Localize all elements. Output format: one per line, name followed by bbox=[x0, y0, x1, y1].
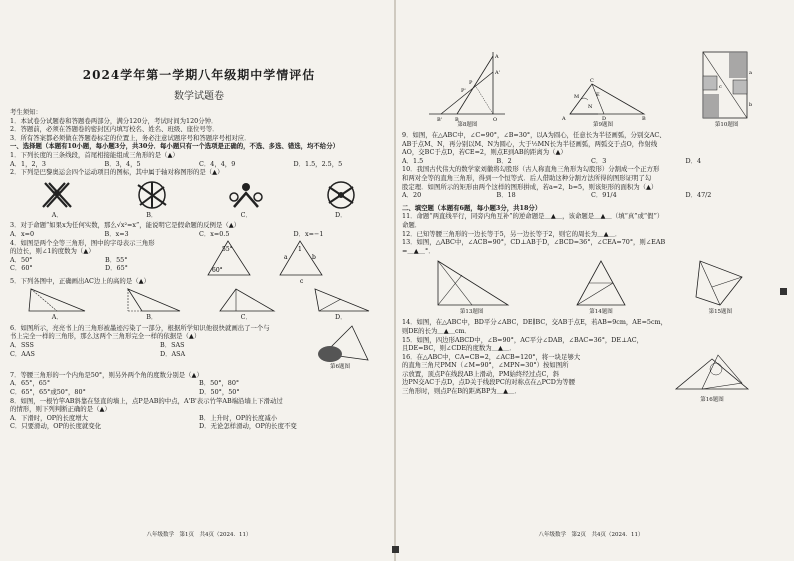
option-c-figure: C． bbox=[226, 179, 266, 220]
option-b: B．2 bbox=[496, 156, 512, 165]
side-label: a bbox=[748, 70, 752, 76]
side-label: c bbox=[718, 84, 722, 90]
option-a: A．1.5 bbox=[402, 156, 424, 165]
option-a-figure: A． bbox=[37, 179, 77, 220]
option-b: B．50°，80° bbox=[199, 379, 240, 388]
scan-mark bbox=[392, 546, 399, 553]
question-6-block bbox=[10, 324, 388, 371]
right-page bbox=[402, 14, 780, 546]
triangle-figure bbox=[311, 287, 371, 313]
option-d: D．47/2 bbox=[685, 191, 712, 200]
question-16-line-2: 的直角三角尺PMN（∠M=90°，∠MPN=30°）按如图所 bbox=[402, 361, 569, 370]
question-12: 12．已知等腰三角形的一边长等于5，另一边长等于2，则它的周长为＿▲＿． bbox=[402, 229, 622, 238]
question-6-figure bbox=[310, 324, 370, 364]
figure-caption: 第13题图 bbox=[459, 309, 484, 316]
question-16-line-5: 三角形时，则点P在B的距离BP为＿▲＿． bbox=[402, 387, 521, 396]
question-9-figure bbox=[558, 78, 648, 122]
olympic-pictogram-icon bbox=[37, 179, 77, 211]
point-label: M bbox=[573, 94, 580, 100]
point-label: O bbox=[493, 117, 498, 123]
question-16-figure bbox=[672, 353, 752, 397]
option-a: A．下滑时，OP的长度增大 bbox=[10, 413, 89, 422]
side-label: b bbox=[748, 102, 752, 108]
option-b: B．SAS bbox=[160, 340, 185, 349]
point-label: B bbox=[641, 116, 646, 122]
question-9-line-1: 9．如图，在△ABC中，∠C=90°，∠B=30°，以A为圆心，任意长为半径画弧，分别交AC、 bbox=[402, 131, 666, 139]
question-16-line-4: 边PN交AC于点D，点D关于线段PC的对称点在△PCD为等腰 bbox=[402, 378, 576, 387]
question-8-line-1: 8．如图，一根竹竿AB斜靠在竖直的墙上，点P是AB的中点，A'B'表示竹竿AB端沿墙上下滑动过 bbox=[10, 396, 283, 405]
question-4-line-1: 4．如图是两个全等三角形，图中的字母表示三角形 bbox=[10, 238, 155, 247]
question-3-options bbox=[10, 230, 388, 239]
question-9-line-3: AO，交BC于点D，若CE=2，则点E到AB的距离为（▲） bbox=[402, 148, 567, 157]
question-13-line-2: =＿▲＿°． bbox=[402, 246, 435, 255]
triangle-figure bbox=[27, 287, 87, 313]
option-c: C．91/4 bbox=[591, 191, 617, 200]
option-d: D．无论怎样滑动，OP的长度不变 bbox=[199, 422, 297, 431]
olympic-pictogram-icon bbox=[321, 179, 361, 211]
question-16-line-1: 16．在△ABC中，CA=CB=2，∠ACB=120°，将一块足够大 bbox=[402, 352, 581, 361]
question-14-line-1: 14．如图，在△ABC中，BD平分∠ABC，DE∥BC，交AB于点E，若AB=9cm，AE=5cm， bbox=[402, 318, 668, 327]
question-7: 7．等腰三角形的一个内角是50°，则另外两个角的度数分别是（▲） bbox=[10, 370, 203, 379]
point-label: D bbox=[601, 116, 606, 122]
section-2-heading: 二、填空题（本题有6题，每小题3分，共18分） bbox=[402, 203, 542, 212]
option-d: D．50°，50° bbox=[199, 387, 240, 396]
side-label: b bbox=[312, 253, 316, 261]
figure-caption: 第16题图 bbox=[700, 396, 724, 403]
exam-title: 2024学年第一学期八年级期中学情评估 bbox=[82, 68, 316, 82]
figure-caption: 第8题图 bbox=[457, 122, 478, 128]
question-1: 1．下列长度的三条线段，首尾相接能组成三角形的是（▲） bbox=[10, 150, 179, 159]
notice-1: 1．本试卷分试题卷和答题卷两部分，满分120分，考试时间为120分钟． bbox=[10, 116, 218, 125]
question-8-figure bbox=[427, 50, 507, 122]
option-b: B．55° bbox=[105, 255, 128, 264]
question-11-line-2: 命题． bbox=[402, 220, 422, 229]
question-4-figure bbox=[200, 239, 340, 285]
question-13-line-1: 13．如图，△ABC中，∠ACB=90°，CD⊥AB于D，∠BCD=36°，∠CEA=70°，则∠EAB bbox=[402, 238, 666, 247]
notice-2: 2．答题前，必须在答题卷的密封区内填写校名、姓名、班级、座位号等． bbox=[10, 125, 219, 134]
exam-subtitle: 数学试题卷 bbox=[174, 91, 224, 102]
option-c: C．x=0.5 bbox=[199, 229, 230, 238]
question-10-figure bbox=[699, 50, 755, 122]
question-15-line-2: 且DE=BC，则∠CDE的度数为＿▲＿． bbox=[402, 344, 516, 353]
question-16-line-3: 示放置，顶点P在线段AB上滑动，PM始终经过点C，斜 bbox=[402, 369, 560, 378]
option-d-figure: D． bbox=[321, 179, 361, 220]
question-6-line-1: 6．如图所示，亮亮书上的三角形被墨迹污染了一部分，根据所学知识他很快就画出了一个与 bbox=[10, 323, 270, 332]
page-footer: 八年级数学 第1页 共4页（2024．11） bbox=[146, 532, 252, 538]
question-10-line-3: 股定理．如图所示的矩形由两个这样的图形拼成，若a=2，b=5，则该矩形的面积为（▲） bbox=[402, 182, 658, 191]
question-8-line-2: 的情形，则下列判断正确的是（▲） bbox=[10, 405, 111, 414]
figure-caption: 第10题图 bbox=[714, 122, 739, 128]
question-11-line-1: 11．命题“两直线平行，同旁内角互补”的逆命题是＿▲＿，该命题是＿▲＿（填“真”或“假”） bbox=[402, 212, 664, 221]
option-c: C．AAS bbox=[10, 349, 35, 358]
point-label: P bbox=[469, 80, 473, 86]
point-label: P' bbox=[461, 88, 467, 94]
option-c: C．65°，65°或50°，80° bbox=[10, 387, 86, 396]
figure-caption: 第9题图 bbox=[592, 122, 613, 128]
question-10-options bbox=[402, 191, 780, 200]
option-a: A．1，2，3 bbox=[10, 159, 46, 168]
question-9-line-2: AB于点M、N，再分别以M、N为圆心，大于½MN长为半径画弧，两弧交于点O，作射线 bbox=[402, 139, 658, 148]
triangle-figure bbox=[122, 287, 182, 313]
option-a: A．50° bbox=[10, 255, 33, 264]
question-14-line-2: 则DE的长为＿▲＿cm． bbox=[402, 326, 472, 335]
point-label: A' bbox=[495, 70, 501, 76]
option-b-figure: B． bbox=[132, 179, 172, 220]
option-a: A．65°，65° bbox=[10, 379, 51, 388]
option-d: D．1.5，2.5，5 bbox=[293, 159, 343, 168]
option-c: C．只要滑动，OP的长度就变化 bbox=[10, 422, 102, 431]
option-c: C．60° bbox=[10, 264, 33, 273]
scan-mark bbox=[780, 288, 787, 295]
question-2-icons bbox=[10, 179, 388, 220]
point-label: N bbox=[587, 104, 593, 110]
figures-13-14-15 bbox=[402, 257, 780, 316]
option-a: A．x=0 bbox=[10, 229, 35, 238]
option-a: A．SSS bbox=[10, 340, 34, 349]
question-10-line-2: 和两对全等的直角三角形，得到一个恒等式．后人借助这种分割方法所得的图形证明了勾 bbox=[402, 173, 652, 182]
side-label: a bbox=[284, 253, 288, 261]
question-13-figure bbox=[432, 257, 512, 309]
figure-caption: 第6题图 bbox=[330, 363, 350, 370]
point-label: B' bbox=[437, 117, 443, 123]
notice-heading: 考生须知： bbox=[10, 108, 42, 116]
option-d: D．ASA bbox=[160, 349, 186, 358]
question-5-figures: A． B． C． D． bbox=[10, 287, 388, 322]
page-footer: 八年级数学 第2页 共4页（2024．11） bbox=[538, 532, 644, 538]
option-d: D．65° bbox=[105, 264, 128, 273]
option-d: D．x=−1 bbox=[293, 229, 324, 238]
question-3: 3．对于命题“如果x为任何实数，那么√x²=x”，能说明它是假命题的反例是（▲） bbox=[10, 221, 241, 230]
figures-8-9-10 bbox=[402, 50, 780, 129]
question-5: 5．下列各图中，正确画出AC边上的高的是（▲） bbox=[10, 276, 150, 285]
triangle-figure bbox=[216, 287, 276, 313]
angle-label: 60° bbox=[212, 266, 223, 274]
question-15-figure bbox=[690, 257, 750, 309]
question-14-figure bbox=[571, 257, 631, 309]
point-label: E bbox=[595, 92, 600, 98]
olympic-pictogram-icon bbox=[132, 179, 172, 211]
question-16-block bbox=[402, 353, 780, 404]
point-label: A bbox=[495, 54, 499, 60]
figure-caption: 第14题图 bbox=[589, 309, 613, 316]
point-label: B bbox=[455, 117, 460, 123]
option-b: B．18 bbox=[496, 191, 516, 200]
page-fold bbox=[394, 0, 396, 561]
option-b: B．上升时，OP的长度减小 bbox=[199, 413, 278, 422]
option-d: D．4 bbox=[685, 156, 702, 165]
side-label: c bbox=[300, 277, 304, 285]
notice-3: 3．所有答案都必须做在答题卷标定的位置上，务必注意试题序号和答题序号相对应． bbox=[10, 133, 251, 142]
option-b: B．3，4，5 bbox=[104, 159, 141, 168]
figure-caption: 第15题图 bbox=[708, 309, 733, 316]
question-10-line-1: 10．我国古代伟大的数学家刘徽将勾股形（古人称直角三角形为勾股形）分割成一个正方形 bbox=[402, 165, 660, 174]
angle-label: 55° bbox=[222, 245, 233, 253]
option-c: C．3 bbox=[591, 156, 607, 165]
section-1-heading: 一、选择题（本题有10小题，每小题3分，共30分．每小题只有一个选项是正确的，不选、多选、错选，均不给分） bbox=[10, 142, 339, 151]
question-4-line-2: 的边长，则∠1的度数为（▲） bbox=[10, 247, 95, 256]
left-page bbox=[10, 14, 388, 546]
option-a: A．20 bbox=[402, 191, 422, 200]
option-c: C．4，4，9 bbox=[199, 159, 236, 168]
angle-label: 1 bbox=[298, 245, 302, 253]
option-b: B．x=3 bbox=[104, 229, 129, 238]
question-2: 2．下列是巴黎奥运会四个运动项目的图标，其中属于轴对称图形的是（▲） bbox=[10, 168, 224, 177]
point-label: A bbox=[561, 116, 566, 122]
question-15-line-1: 15．如图，四边形ABCD中，∠B=90°，AC平分∠DAB，∠BAC=36°，DE⊥AC， bbox=[402, 335, 644, 344]
question-1-options bbox=[10, 160, 388, 169]
olympic-pictogram-icon bbox=[226, 179, 266, 211]
question-6-line-2: 书上完全一样的三角形，那么这两个三角形完全一样的依据是（▲） bbox=[10, 332, 201, 341]
point-label: C bbox=[589, 78, 594, 84]
